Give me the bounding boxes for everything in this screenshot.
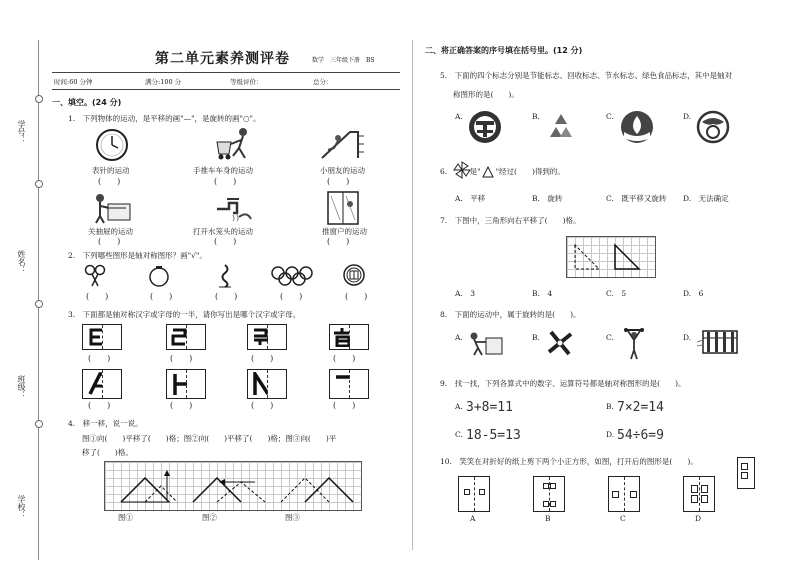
q4-line2: 移了( )格。 (82, 448, 133, 457)
half-glyph-box (247, 324, 287, 350)
answer-blank[interactable]: ( ) (280, 292, 303, 301)
triangle-icon (482, 163, 494, 182)
q5-stem2: 称图形的是( )。 (453, 90, 519, 99)
q6-stem: 6. 是" "经过( )得到的。 (440, 167, 565, 176)
info-total: 总分： (313, 78, 333, 86)
option-label[interactable]: A. (455, 402, 463, 411)
q5-stem: 5. 下面的四个标志分别是节能标志、回收标志、节水标志、绿色食品标志，其中是轴对 (440, 71, 733, 80)
option-label[interactable]: D (695, 514, 702, 523)
weightlifter-icon (624, 326, 644, 364)
q10-stem: 10. 笑笑在对折好的纸上剪下两个小正方形，如图，打开后的图形是( )。 (440, 457, 698, 466)
half-glyph-box (166, 324, 206, 350)
q1-item-label: 打开水笼头的运动 (193, 227, 253, 236)
answer-blank[interactable]: ( ) (98, 237, 121, 246)
option-label[interactable]: B. (532, 333, 540, 342)
answer-blank[interactable]: ( ) (251, 354, 274, 363)
page-meta: 数学 三年级下册 BS (312, 57, 375, 64)
option-label[interactable]: A. 3 (455, 289, 476, 298)
q1-item-label: 表针的运动 (92, 166, 130, 175)
option-label[interactable]: C. 既平移又旋转 (606, 194, 667, 203)
answer-blank[interactable]: ( ) (215, 292, 238, 301)
energy-saving-icon (468, 110, 502, 148)
answer-blank[interactable]: ( ) (214, 237, 237, 246)
expression-c: 18-5=13 (466, 428, 521, 443)
triangle-grid (566, 236, 656, 278)
scissors-icon (84, 264, 106, 292)
answer-blank[interactable]: ( ) (88, 401, 111, 410)
folded-paper-icon (737, 457, 755, 489)
green-food-icon (696, 110, 730, 148)
slide-child-icon (320, 126, 366, 166)
answer-blank[interactable]: ( ) (88, 354, 111, 363)
q1-stem: 1. 下列物体的运动，是平移的画"—"，是旋转的画"○"。 (68, 114, 261, 123)
answer-blank[interactable]: ( ) (327, 177, 350, 186)
half-glyph-box (166, 369, 206, 399)
answer-blank[interactable]: ( ) (251, 401, 274, 410)
q1-item-label: 关抽屉的运动 (88, 227, 133, 236)
clock-icon (95, 128, 129, 166)
pot-icon (148, 265, 170, 291)
answer-blank[interactable]: ( ) (98, 177, 121, 186)
pushing-box-icon (466, 330, 506, 360)
option-label[interactable]: D. (683, 112, 692, 121)
figure-label: 图② (202, 513, 217, 522)
answer-blank[interactable]: ( ) (170, 401, 193, 410)
option-label[interactable]: D. 无法确定 (683, 194, 729, 203)
option-label[interactable]: A. 平移 (455, 194, 486, 203)
binding-hole (35, 300, 43, 308)
expression-d: 54÷6=9 (617, 428, 664, 443)
option-label[interactable]: B. 4 (532, 289, 553, 298)
binding-hole (35, 420, 43, 428)
q2-stem: 2. 下列哪些图形是轴对称图形？画"√"。 (68, 251, 207, 260)
option-label[interactable]: B. (532, 112, 540, 121)
water-saving-icon (620, 110, 654, 148)
drawer-icon (92, 190, 132, 228)
q1-item-label: 小朋友的运动 (320, 166, 365, 175)
option-a-paper[interactable] (458, 476, 490, 512)
class-label: 班级： (17, 375, 26, 399)
figure-label: 图① (118, 513, 133, 522)
binding-hole (35, 180, 43, 188)
option-label[interactable]: C. (455, 430, 463, 439)
column-divider (412, 40, 413, 550)
expression-b: 7×2=14 (617, 400, 664, 415)
answer-blank[interactable]: ( ) (333, 354, 356, 363)
olympic-rings-icon (270, 266, 314, 290)
half-glyph-box (329, 324, 369, 350)
answer-blank[interactable]: ( ) (86, 292, 109, 301)
emblem-icon (215, 263, 235, 293)
option-label[interactable]: D. (606, 430, 615, 439)
q4-line1: 图①向( )平移了( )格；图②向( )平移了( )格；图③向( )平 (82, 434, 337, 443)
figure-label: 图③ (285, 513, 300, 522)
section2-title: 二、将正确答案的序号填在括号里。(12 分) (425, 46, 583, 55)
section1-title: 一、填空。(24 分) (52, 98, 122, 107)
q1-item-label: 推窗户的运动 (322, 227, 367, 236)
option-c-paper[interactable] (608, 476, 640, 512)
option-label[interactable]: B. (606, 402, 614, 411)
half-glyph-box (82, 324, 122, 350)
translation-grid (104, 461, 362, 511)
abacus-icon (697, 328, 739, 360)
q1-item-label: 手推车车身的运动 (193, 166, 253, 175)
answer-blank[interactable]: ( ) (333, 401, 356, 410)
header-rule-bottom (52, 89, 400, 90)
info-time: 时间:60 分钟 (54, 78, 93, 86)
answer-blank[interactable]: ( ) (345, 292, 368, 301)
option-label[interactable]: C (620, 514, 626, 523)
q7-stem: 7. 下图中，三角形向右平移了( )格。 (440, 216, 581, 225)
page-title: 第二单元素养测评卷 (155, 51, 290, 67)
option-b-paper[interactable] (533, 476, 565, 512)
option-label[interactable]: C. (606, 333, 614, 342)
student-id-label: 学号： (17, 120, 26, 144)
school-label: 学校： (17, 495, 26, 519)
option-label[interactable]: C. 5 (606, 289, 627, 298)
half-glyph-box (329, 369, 369, 399)
q4-stem: 4. 移一移，说一说。 (68, 419, 143, 428)
pinwheel-icon (453, 161, 471, 183)
answer-blank[interactable]: ( ) (150, 292, 173, 301)
option-label[interactable]: A (470, 514, 476, 523)
answer-blank[interactable]: ( ) (327, 237, 350, 246)
option-label[interactable]: C. (606, 112, 614, 121)
answer-blank[interactable]: ( ) (170, 354, 193, 363)
info-score: 满分:100 分 (145, 78, 182, 86)
half-glyph-box (247, 369, 287, 399)
recycle-icon (545, 111, 577, 147)
answer-blank[interactable]: ( ) (214, 177, 237, 186)
option-label[interactable]: B (545, 514, 551, 523)
option-label[interactable]: B. 旋转 (532, 194, 563, 203)
option-d-paper[interactable] (683, 476, 715, 512)
option-label[interactable]: D. 6 (683, 289, 704, 298)
faucet-icon (213, 193, 253, 227)
q3-stem: 3. 下面都是轴对称汉字或字母的一半，请你写出是哪个汉字或字母。 (68, 310, 301, 319)
expression-a: 3+8=11 (466, 400, 513, 415)
half-glyph-box (82, 369, 122, 399)
binding-hole (35, 95, 43, 103)
q9-stem: 9. 找一找，下列各算式中的数字、运算符号都是轴对称图形的是( )。 (440, 379, 686, 388)
q8-stem: 8. 下面的运动中，属于旋转的是( )。 (440, 310, 581, 319)
option-label[interactable]: A. (455, 333, 463, 342)
windmill-icon (545, 328, 575, 362)
option-label[interactable]: A. (455, 112, 463, 121)
info-grade: 等级评价： (230, 78, 263, 86)
option-label[interactable]: D. (683, 333, 692, 342)
name-label: 姓名： (17, 250, 26, 274)
coin-icon (343, 264, 365, 290)
cart-pusher-icon (215, 126, 259, 166)
header-rule-top (52, 72, 400, 73)
window-icon (326, 190, 360, 230)
